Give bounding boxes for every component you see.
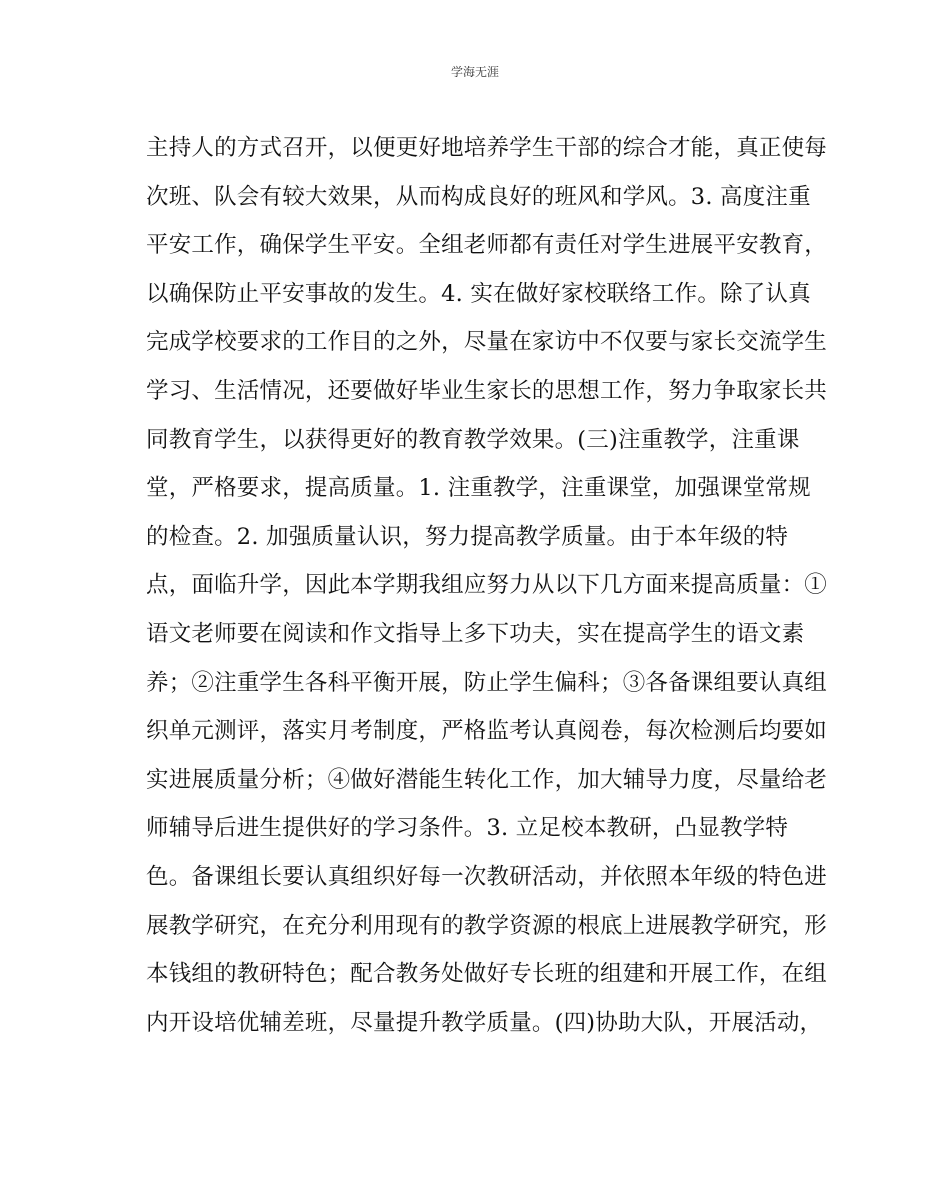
body-line: 色。备课组长要认真组织好每一次教研活动，并依照本年级的特色进 [146,863,828,890]
body-line: 平安工作，确保学生平安。全组老师都有责任对学生进展平安教育， [146,232,828,259]
page-header: 学海无涯 [450,65,499,79]
body-line: 本钱组的教研特色；配合教务处做好专长班的组建和开展工作，在组 [146,961,828,988]
body-line: 主持人的方式召开，以便更好地培养学生干部的综合才能，真正使每 [146,135,828,161]
body-line: 内开设培优辅差班，尽量提升教学质量。(四)协助大队，开展活动， [146,1009,823,1036]
body-line: 养；②注重学生各科平衡开展，防止学生偏科；③各备课组要认真组 [146,669,828,696]
body-line: 完成学校要求的工作目的之外，尽量在家访中不仅要与家长交流学生 [146,329,828,356]
document-body [146,124,828,1047]
body-line: 师辅导后进生提供好的学习条件。3. 立足校本教研，凸显教学特 [146,815,789,842]
body-line: 以确保防止平安事故的发生。4. 实在做好家校联络工作。除了认真 [146,280,811,307]
body-line: 学习、生活情况，还要做好毕业生家长的思想工作，努力争取家长共 [146,377,828,404]
body-line: 实进展质量分析；④做好潜能生转化工作，加大辅导力度，尽量给老 [146,766,828,793]
body-line: 的检查。2. 加强质量认识，努力提高教学质量。由于本年级的特 [146,523,789,550]
body-line: 点，面临升学，因此本学期我组应努力从以下几方面来提高质量：① [146,572,828,599]
body-line: 次班、队会有较大效果，从而构成良好的班风和学风。3. 高度注重 [146,183,811,210]
body-line: 语文老师要在阅读和作文指导上多下功夫，实在提高学生的语文素 [146,620,805,647]
body-line: 织单元测评，落实月考制度，严格监考认真阅卷，每次检测后均要如 [146,718,828,745]
body-line: 同教育学生，以获得更好的教育教学效果。(三)注重教学，注重课 [146,426,800,453]
body-line: 展教学研究，在充分利用现有的教学资源的根底上进展教学研究，形 [146,912,828,939]
body-line: 堂，严格要求，提高质量。1. 注重教学，注重课堂，加强课堂常规 [146,475,811,502]
